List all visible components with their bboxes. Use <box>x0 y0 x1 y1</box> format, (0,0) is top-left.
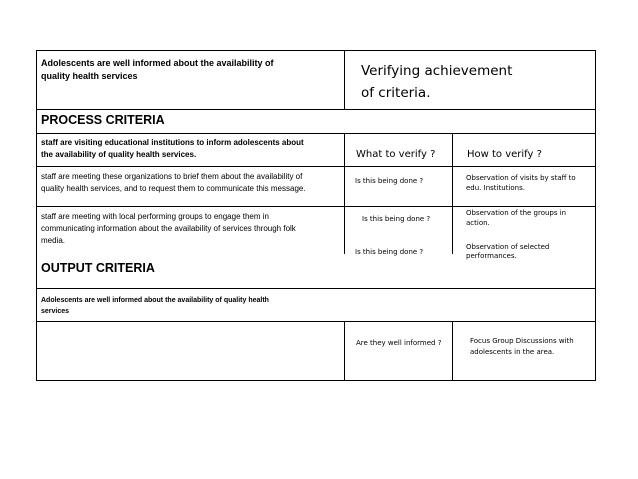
column-divider <box>344 133 345 254</box>
output-criteria-heading: OUTPUT CRITERIA <box>41 261 155 275</box>
column-divider <box>344 321 345 380</box>
process-row-3-what-2: Is this being done ? <box>355 248 424 256</box>
criterion-title-line2: quality health services <box>41 71 138 81</box>
row-divider <box>37 109 595 110</box>
verify-title-line1: Verifying achievement <box>361 63 513 79</box>
process-row-2-line2: quality health services, and to request them to communicate this message. <box>41 184 306 193</box>
process-row-1-line1: staff are visiting educational institutions to inform adolescents about <box>41 138 304 147</box>
process-row-3-what: Is this being done ? <box>362 215 431 223</box>
output-how-line2: adolescents in the area. <box>470 348 555 356</box>
output-row-line1: Adolescents are well informed about the availability of quality health <box>41 297 269 304</box>
row-divider <box>37 133 595 134</box>
what-to-verify-header: What to verify ? <box>356 149 436 160</box>
how-to-verify-header: How to verify ? <box>467 149 542 160</box>
process-row-2-line1: staff are meeting these organizations to brief them about the availability of <box>41 172 303 181</box>
process-criteria-heading: PROCESS CRITERIA <box>41 113 165 127</box>
row-divider <box>37 166 595 167</box>
row-divider <box>37 321 595 322</box>
output-row-line2: services <box>41 308 70 315</box>
process-row-3-line3: media. <box>41 236 66 245</box>
row-divider <box>37 288 595 289</box>
row-divider <box>37 206 595 207</box>
process-row-2-how-line2: edu. Institutions. <box>466 184 525 192</box>
process-row-3-how-line2: action. <box>466 219 490 227</box>
process-row-2-what: Is this being done ? <box>355 177 424 185</box>
verify-title-line2: of criteria. <box>361 85 431 101</box>
column-divider <box>452 133 453 254</box>
column-divider <box>344 51 345 109</box>
criterion-title-line1: Adolescents are well informed about the availability of <box>41 58 274 68</box>
process-row-2-how-line1: Observation of visits by staff to <box>466 174 576 182</box>
process-row-3-line2: communicating information about the availability of services through folk <box>41 224 296 233</box>
output-what: Are they well informed ? <box>356 339 442 347</box>
output-how-line1: Focus Group Discussions with <box>470 337 574 345</box>
process-row-3-how-line1: Observation of the groups in <box>466 209 567 217</box>
process-row-3-how2-line1: Observation of selected <box>466 243 550 251</box>
process-row-3-how2-line2: performances. <box>466 252 517 260</box>
process-row-3-line1: staff are meeting with local performing groups to engage them in <box>41 212 269 221</box>
column-divider <box>452 321 453 380</box>
process-row-1-line2: the availability of quality health services. <box>41 150 197 159</box>
